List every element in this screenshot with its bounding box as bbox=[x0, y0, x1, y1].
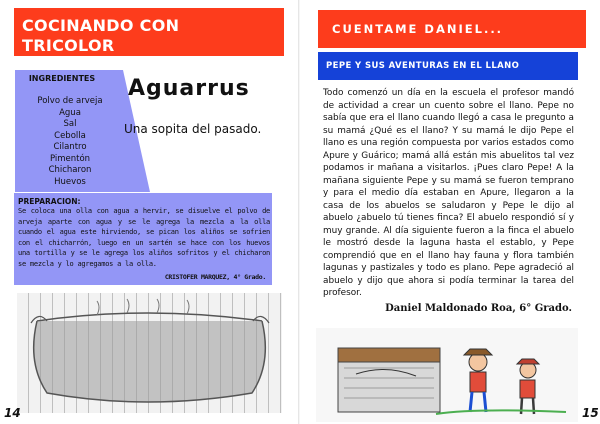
ingredient-item: Sal bbox=[63, 119, 77, 129]
ingredient-item: Cebolla bbox=[54, 130, 86, 141]
recipe-name: Aguarrus bbox=[128, 76, 250, 101]
page-number: 15 bbox=[582, 406, 599, 420]
ingredient-item: Polvo de arveja bbox=[37, 96, 103, 106]
ingredient-item: Agua bbox=[59, 107, 81, 118]
ingredient-item: Huevos bbox=[54, 176, 86, 187]
preparation-author: CRISTOFER MARQUEZ, 4° Grado. bbox=[164, 273, 266, 281]
llano-drawing bbox=[316, 328, 578, 422]
ingredients-list bbox=[20, 96, 120, 188]
preparation-heading: PREPARACION: bbox=[18, 197, 81, 206]
story-title: PEPE Y SUS AVENTURAS EN EL LLANO bbox=[318, 52, 578, 80]
story-author: Daniel Maldonado Roa, 6° Grado. bbox=[385, 303, 572, 314]
story-text: Todo comenzó un día en la escuela el profesor mandó de actividad a crear un cuento sobre el llano. Pepe no sabía que era el llano cuando llegó a casa le pregunto a su mamá ¿Qué es el llano? Y su mamá le dijo Pepe el llano es una región compuesta por varios estados como Apure y Guárico; mamá allá están mis abuelitos tal vez podamos ir mañana a visitarlos. ¡Pues claro Pepe! A la mañana siguiente Pepe y su mamá se fueron temprano y para el medio día estaban en Apure, llegaron a la casa de los abuelos se saludaron y Pepe le dijo al abuelo ¿abuelo tú tienes finca? El abuelo respondió sí y muy grande. Al día siguiente fueron a la finca el abuelo le mostró desde la laguna hasta el establo, y Pepe comprendió que en el llano hay fauna y flora también lagunas y pastizales y todo es plano. Pepe agradeció al abuelo y dijo que ahora si podía terminar la tarea del profesor. bbox=[323, 88, 574, 298]
preparation-text: Se coloca una olla con agua a hervir, se disuelve el polvo de arveja aparte con agua y se le agrega la mezcla a la olla cuando el agua este hirviendo, se pican los aliños se sofrien con el chicharrón, luego en un sartén se hace con los huevos una tortilla y se le agrega los aliños sofritos y el chicharon se mezcla y lo agregamos a la olla. bbox=[18, 207, 270, 268]
recipe-subtitle: Una sopita del pasado. bbox=[124, 122, 262, 136]
preparation-content bbox=[18, 197, 270, 269]
ingredient-item: Pimentón bbox=[49, 153, 91, 164]
pot-sketch-icon bbox=[17, 293, 282, 413]
ingredient-item: Chicharon bbox=[48, 165, 92, 175]
ingredient-item: Cilantro bbox=[53, 142, 87, 152]
page-number: 14 bbox=[4, 406, 21, 420]
section-title: COCINANDO CON TRICOLOR bbox=[14, 8, 284, 56]
section-title: CUENTAME DANIEL... bbox=[318, 10, 586, 48]
pot-drawing bbox=[17, 293, 282, 413]
farm-sketch-icon bbox=[316, 328, 578, 422]
ingredients-heading: INGREDIENTES bbox=[28, 74, 96, 83]
